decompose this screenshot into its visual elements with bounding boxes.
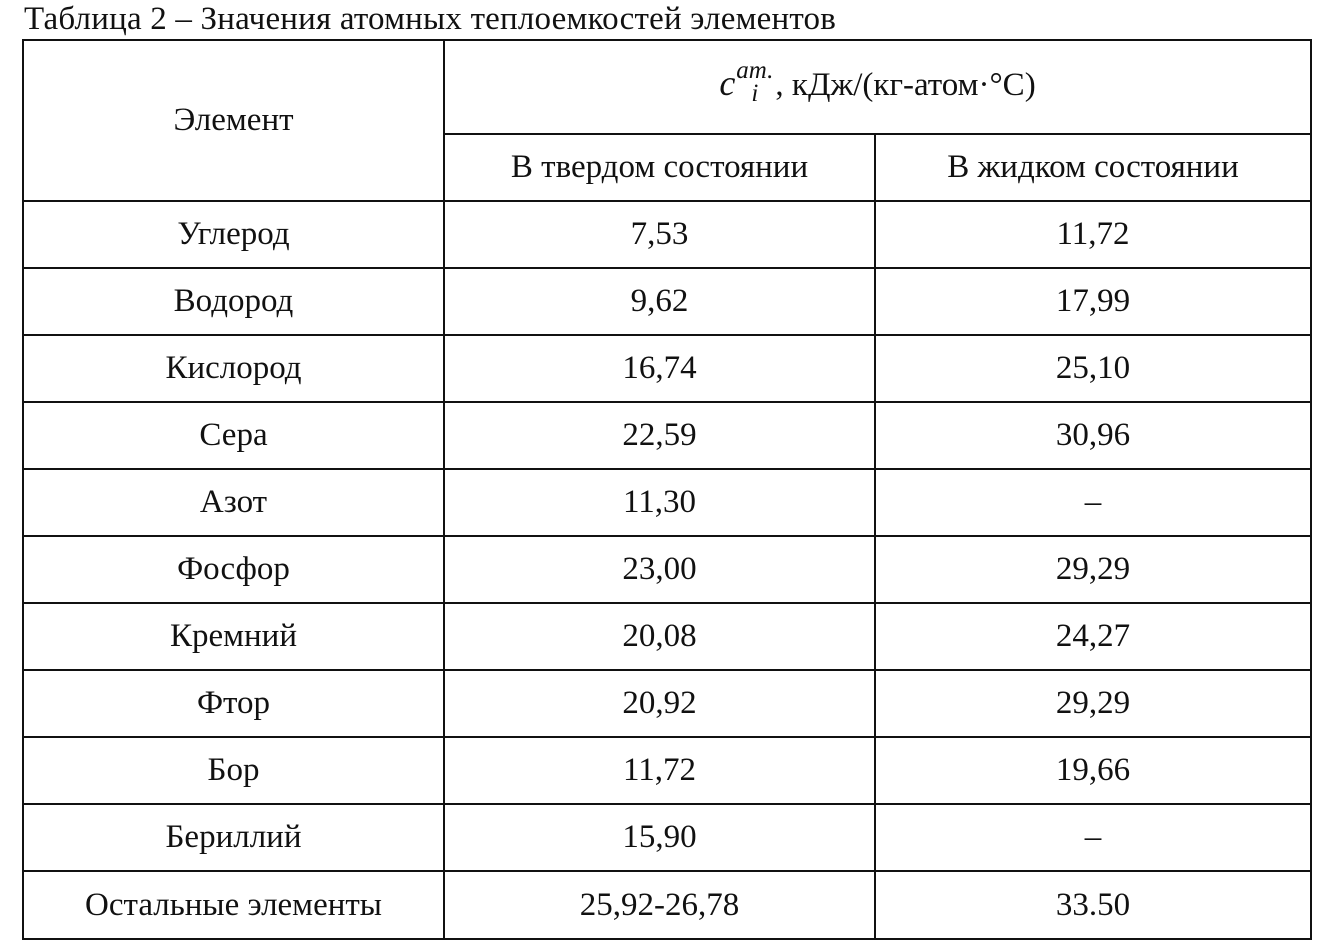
table-row bbox=[23, 402, 1311, 469]
element-cell: Фосфор bbox=[23, 536, 444, 603]
column-header-quantity bbox=[444, 40, 1311, 134]
liquid-value-cell: 11,72 bbox=[875, 201, 1311, 268]
element-cell: Кислород bbox=[23, 335, 444, 402]
quantity-subscript: i bbox=[751, 79, 759, 107]
liquid-value-cell: 24,27 bbox=[875, 603, 1311, 670]
table-caption: Таблица 2 – Значения атомных теплоемкостей элементов bbox=[24, 1, 837, 37]
quantity-superscript: ат. bbox=[736, 56, 774, 84]
solid-value-cell: 7,53 bbox=[444, 201, 875, 268]
element-cell: Углерод bbox=[23, 201, 444, 268]
solid-value-cell: 20,08 bbox=[444, 603, 875, 670]
solid-value-cell: 23,00 bbox=[444, 536, 875, 603]
liquid-value-cell: 25,10 bbox=[875, 335, 1311, 402]
element-cell: Бериллий bbox=[23, 804, 444, 871]
quantity-symbol: c ат. i bbox=[719, 56, 774, 107]
solid-value-cell: 15,90 bbox=[444, 804, 875, 871]
liquid-value-cell: – bbox=[875, 469, 1311, 536]
element-cell: Фтор bbox=[23, 670, 444, 737]
solid-value-cell: 9,62 bbox=[444, 268, 875, 335]
table-row bbox=[23, 804, 1311, 871]
liquid-value-cell: – bbox=[875, 804, 1311, 871]
table-row bbox=[23, 469, 1311, 536]
table-row bbox=[23, 335, 1311, 402]
solid-value-cell: 25,92-26,78 bbox=[444, 871, 875, 939]
element-cell: Водород bbox=[23, 268, 444, 335]
solid-value-cell: 11,72 bbox=[444, 737, 875, 804]
table-header-row bbox=[23, 40, 1311, 134]
liquid-value-cell: 33.50 bbox=[875, 871, 1311, 939]
table-row bbox=[23, 871, 1311, 939]
liquid-value-cell: 29,29 bbox=[875, 670, 1311, 737]
element-cell: Бор bbox=[23, 737, 444, 804]
table-row bbox=[23, 536, 1311, 603]
table-row bbox=[23, 603, 1311, 670]
liquid-value-cell: 29,29 bbox=[875, 536, 1311, 603]
quantity-unit: , кДж/(кг-атом·°С) bbox=[775, 67, 1036, 104]
liquid-value-cell: 17,99 bbox=[875, 268, 1311, 335]
column-header-liquid: В жидком состоянии bbox=[875, 134, 1311, 201]
liquid-value-cell: 19,66 bbox=[875, 737, 1311, 804]
element-cell: Азот bbox=[23, 469, 444, 536]
table-body bbox=[23, 201, 1311, 939]
column-header-element: Элемент bbox=[23, 40, 444, 201]
table-row bbox=[23, 670, 1311, 737]
liquid-value-cell: 30,96 bbox=[875, 402, 1311, 469]
table-row bbox=[23, 201, 1311, 268]
table-row bbox=[23, 737, 1311, 804]
element-cell: Кремний bbox=[23, 603, 444, 670]
heat-capacity-table bbox=[22, 39, 1312, 940]
solid-value-cell: 20,92 bbox=[444, 670, 875, 737]
column-header-solid: В твердом состоянии bbox=[444, 134, 875, 201]
solid-value-cell: 11,30 bbox=[444, 469, 875, 536]
element-cell: Сера bbox=[23, 402, 444, 469]
solid-value-cell: 16,74 bbox=[444, 335, 875, 402]
solid-value-cell: 22,59 bbox=[444, 402, 875, 469]
table-row bbox=[23, 268, 1311, 335]
element-cell: Остальные элементы bbox=[23, 871, 444, 939]
